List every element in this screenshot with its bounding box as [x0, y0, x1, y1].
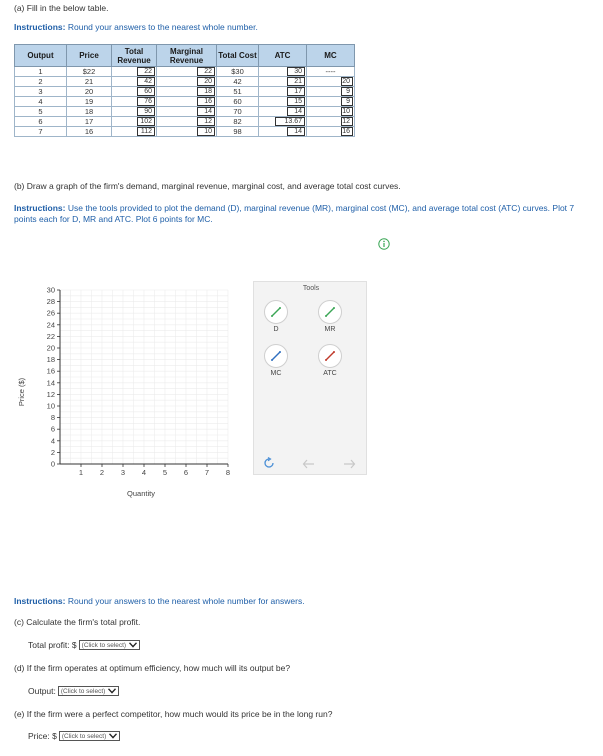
- cell-marginal-revenue: [157, 77, 217, 87]
- line-tool-icon: [269, 305, 283, 319]
- atc-input[interactable]: 14: [287, 107, 305, 116]
- col-header-marginal-revenue: Marginal Revenue: [157, 45, 217, 67]
- x-tick-label: 3: [120, 468, 126, 477]
- instructions-text: Round your answers to the nearest whole number.: [67, 22, 258, 32]
- total-profit-row: [28, 640, 140, 650]
- cell-total-revenue: [112, 67, 157, 77]
- y-axis-label: Price ($): [17, 377, 26, 407]
- mc-input[interactable]: 16: [341, 127, 353, 136]
- part-e-label: (e) If the firm were a perfect competitor, how much would its price be in the long run?: [14, 709, 333, 719]
- tools-panel: [253, 281, 367, 475]
- x-tick-label: 5: [162, 468, 168, 477]
- cell-marginal-revenue: [157, 97, 217, 107]
- table-row: [15, 127, 355, 137]
- atc-input[interactable]: 21: [287, 77, 305, 86]
- cell-total-cost: 82: [217, 117, 259, 127]
- col-header-output: Output: [15, 45, 67, 67]
- y-tick-label: 10: [46, 401, 55, 411]
- cell-atc: [259, 97, 307, 107]
- cell-total-cost: 51: [217, 87, 259, 97]
- cell-total-cost: 70: [217, 107, 259, 117]
- marginal-revenue-input[interactable]: 20: [197, 77, 215, 86]
- total-revenue-input[interactable]: 76: [137, 97, 155, 106]
- cell-marginal-revenue: [157, 107, 217, 117]
- x-tick-label: 2: [99, 468, 105, 477]
- total-profit-label: Total profit: $: [28, 640, 77, 650]
- x-tick-label: 7: [204, 468, 210, 477]
- part-d-label: (d) If the firm operates at optimum efficiency, how much will its output be?: [14, 663, 291, 673]
- cell-price: 21: [67, 77, 112, 87]
- cell-output: 5: [15, 107, 67, 117]
- y-tick-label: 18: [46, 355, 55, 365]
- total-profit-select[interactable]: [79, 640, 140, 650]
- chevron-down-icon: [108, 688, 116, 694]
- instructions-text: Round your answers to the nearest whole number for answers.: [67, 596, 305, 606]
- y-tick-label: 4: [50, 436, 55, 446]
- atc-input[interactable]: 30: [287, 67, 305, 76]
- cell-output: 4: [15, 97, 67, 107]
- mc-input[interactable]: 20: [341, 77, 353, 86]
- tool-label-mr: MR: [324, 326, 336, 333]
- d-line-tool[interactable]: [264, 300, 288, 324]
- part-b-instructions: [14, 203, 594, 225]
- total-revenue-input[interactable]: 112: [137, 127, 155, 136]
- cell-mc: [307, 87, 355, 97]
- cell-price: 20: [67, 87, 112, 97]
- cell-price: 16: [67, 127, 112, 137]
- col-header-total-cost: Total Cost: [217, 45, 259, 67]
- y-tick-label: 12: [46, 389, 55, 399]
- price-row: [28, 731, 120, 741]
- cell-total-cost: 42: [217, 77, 259, 87]
- y-tick-label: 30: [46, 285, 55, 295]
- col-header-price: Price: [67, 45, 112, 67]
- col-header-total-revenue: Total Revenue: [112, 45, 157, 67]
- y-tick-label: 24: [46, 320, 55, 330]
- cell-total-revenue: [112, 77, 157, 87]
- mc-input[interactable]: 10: [341, 107, 353, 116]
- cell-atc: [259, 107, 307, 117]
- x-tick-label: 8: [225, 468, 231, 477]
- cell-total-revenue: [112, 127, 157, 137]
- atc-input[interactable]: 14: [287, 127, 305, 136]
- cell-marginal-revenue: [157, 87, 217, 97]
- x-tick-label: 4: [141, 468, 147, 477]
- cell-total-cost: $30: [217, 67, 259, 77]
- select-value: (Click to select): [60, 687, 106, 695]
- table-row: [15, 67, 355, 77]
- total-revenue-input[interactable]: 42: [137, 77, 155, 86]
- tool-label-d: D: [273, 326, 279, 333]
- table-row: [15, 107, 355, 117]
- mc-input[interactable]: 9: [341, 87, 353, 96]
- cell-mc: [307, 77, 355, 87]
- cell-marginal-revenue: [157, 117, 217, 127]
- cell-atc: [259, 87, 307, 97]
- marginal-revenue-input[interactable]: 22: [197, 67, 215, 76]
- redo-icon[interactable]: [342, 457, 356, 469]
- mc-input[interactable]: 9: [341, 97, 353, 106]
- cell-price: 17: [67, 117, 112, 127]
- cell-atc: [259, 117, 307, 127]
- marginal-revenue-input[interactable]: 12: [197, 117, 215, 126]
- atc-input[interactable]: 17: [287, 87, 305, 96]
- x-axis-label: Quantity: [127, 489, 155, 498]
- marginal-revenue-input[interactable]: 18: [197, 87, 215, 96]
- chevron-down-icon: [109, 733, 117, 739]
- cell-price: 18: [67, 107, 112, 117]
- atc-input[interactable]: 13.67: [275, 117, 305, 126]
- y-tick-label: 8: [50, 413, 55, 423]
- x-tick-label: 1: [78, 468, 84, 477]
- cell-price: $22: [67, 67, 112, 77]
- table-row: [15, 97, 355, 107]
- cell-total-revenue: [112, 87, 157, 97]
- col-header-mc: MC: [307, 45, 355, 67]
- table-row: [15, 77, 355, 87]
- cell-total-revenue: [112, 107, 157, 117]
- output-row: [28, 686, 119, 696]
- cell-marginal-revenue: [157, 67, 217, 77]
- cell-mc: [307, 127, 355, 137]
- y-tick-label: 16: [46, 366, 55, 376]
- tools-title: Tools: [302, 285, 320, 292]
- y-tick-label: 20: [46, 343, 55, 353]
- cell-atc: [259, 127, 307, 137]
- cost-table-wrapper: [14, 44, 355, 137]
- total-revenue-input[interactable]: 60: [137, 87, 155, 96]
- cell-output: 6: [15, 117, 67, 127]
- select-value: (Click to select): [81, 641, 127, 649]
- y-tick-label: 2: [50, 447, 55, 457]
- output-select[interactable]: [58, 686, 119, 696]
- table-row: [15, 117, 355, 127]
- total-revenue-input[interactable]: 102: [137, 117, 155, 126]
- mc-input[interactable]: 12: [341, 117, 353, 126]
- mc-line-tool[interactable]: [264, 344, 288, 368]
- instructions-text: Use the tools provided to plot the demand (D), marginal revenue (MR), marginal cost (MC), and average total cost (ATC) curves. Plot 7 points each for D, MR and ATC. Plot 6 points for MC.: [14, 203, 575, 224]
- line-tool-icon: [323, 305, 337, 319]
- y-tick-label: 6: [50, 424, 55, 434]
- tool-label-atc: ATC: [323, 370, 337, 377]
- cell-atc: [259, 77, 307, 87]
- atc-line-tool[interactable]: [318, 344, 342, 368]
- y-tick-label: 28: [46, 297, 55, 307]
- cell-price: 19: [67, 97, 112, 107]
- marginal-revenue-input[interactable]: 16: [197, 97, 215, 106]
- part-b-label: (b) Draw a graph of the firm's demand, marginal revenue, marginal cost, and average total cost curves.: [14, 181, 401, 191]
- y-tick-label: 0: [50, 459, 55, 469]
- cost-table: [14, 44, 355, 137]
- cell-total-revenue: [112, 117, 157, 127]
- cell-total-cost: 60: [217, 97, 259, 107]
- cell-output: 3: [15, 87, 67, 97]
- col-header-atc: ATC: [259, 45, 307, 67]
- tool-label-mc: MC: [270, 370, 282, 377]
- cell-output: 1: [15, 67, 67, 77]
- cell-mc: [307, 107, 355, 117]
- y-tick-label: 22: [46, 331, 55, 341]
- atc-input[interactable]: 15: [287, 97, 305, 106]
- price-select[interactable]: [59, 731, 120, 741]
- table-header-row: [15, 45, 355, 67]
- mr-line-tool[interactable]: [318, 300, 342, 324]
- instructions-bold: Instructions:: [14, 203, 66, 213]
- y-tick-label: 26: [46, 308, 55, 318]
- output-label: Output:: [28, 686, 56, 696]
- cell-mc: [307, 97, 355, 107]
- cell-total-revenue: [112, 97, 157, 107]
- cell-atc: [259, 67, 307, 77]
- x-tick-label: 6: [183, 468, 189, 477]
- total-revenue-input[interactable]: 90: [137, 107, 155, 116]
- total-revenue-input[interactable]: 22: [137, 67, 155, 76]
- line-tool-icon: [323, 349, 337, 363]
- line-tool-icon: [269, 349, 283, 363]
- cell-output: 7: [15, 127, 67, 137]
- reset-icon[interactable]: [262, 456, 276, 470]
- y-tick-label: 14: [46, 378, 55, 388]
- table-row: [15, 87, 355, 97]
- chevron-down-icon: [129, 642, 137, 648]
- graph-svg[interactable]: [10, 280, 250, 505]
- graph-area[interactable]: [10, 280, 250, 505]
- part-c-label: (c) Calculate the firm's total profit.: [14, 617, 141, 627]
- cell-marginal-revenue: [157, 127, 217, 137]
- instructions-bold: Instructions:: [14, 596, 66, 606]
- cell-total-cost: 98: [217, 127, 259, 137]
- cell-output: 2: [15, 77, 67, 87]
- cell-mc: ----: [307, 67, 355, 77]
- select-value: (Click to select): [61, 732, 107, 740]
- marginal-revenue-input[interactable]: 10: [197, 127, 215, 136]
- part-c-instructions: [14, 596, 305, 607]
- part-a-instructions: [14, 22, 258, 33]
- marginal-revenue-input[interactable]: 14: [197, 107, 215, 116]
- price-label: Price: $: [28, 731, 57, 741]
- part-a-label: (a) Fill in the below table.: [14, 3, 109, 13]
- info-icon[interactable]: [378, 237, 390, 249]
- undo-icon[interactable]: [302, 457, 316, 469]
- instructions-bold: Instructions:: [14, 22, 66, 32]
- cell-mc: [307, 117, 355, 127]
